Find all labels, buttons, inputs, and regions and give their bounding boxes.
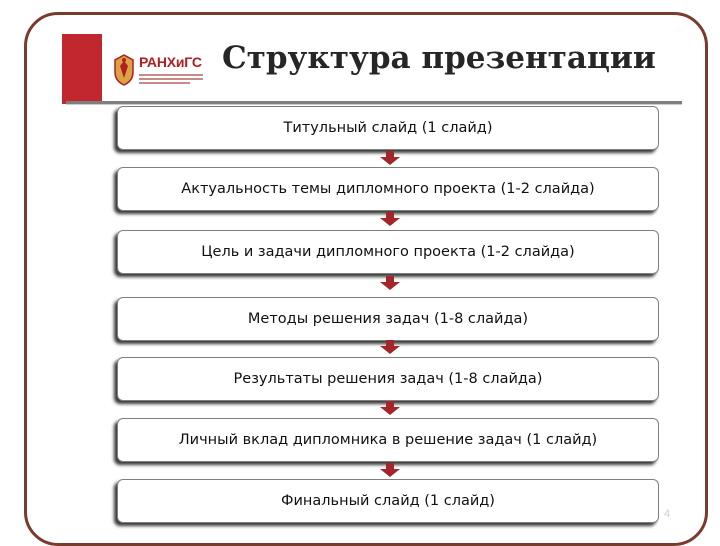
step-goals: Цель и задачи дипломного проекта (1-2 слайда) — [117, 230, 659, 274]
step-contribution: Личный вклад дипломника в решение задач (1 слайд) — [117, 418, 659, 462]
slide-frame — [24, 12, 708, 546]
accent-bar — [62, 34, 102, 104]
step-relevance: Актуальность темы дипломного проекта (1-2 слайда) — [117, 167, 659, 211]
emblem-icon — [113, 54, 135, 86]
down-arrow-icon — [380, 276, 400, 290]
down-arrow-icon — [380, 340, 400, 354]
logo-caption — [139, 74, 203, 86]
step-title-slide: Титульный слайд (1 слайд) — [117, 106, 659, 150]
step-final-slide: Финальный слайд (1 слайд) — [117, 479, 659, 523]
down-arrow-icon — [380, 463, 400, 477]
down-arrow-icon — [380, 401, 400, 415]
down-arrow-icon — [380, 212, 400, 226]
page-title: Структура презентации — [222, 40, 656, 76]
title-divider-shadow — [66, 104, 682, 105]
page-number: 4 — [664, 508, 671, 520]
step-results: Результаты решения задач (1-8 слайда) — [117, 357, 659, 401]
down-arrow-icon — [380, 151, 400, 165]
step-methods: Методы решения задач (1-8 слайда) — [117, 297, 659, 341]
logo-text: РАНХиГС — [139, 54, 202, 70]
ranepa-logo — [113, 52, 205, 92]
